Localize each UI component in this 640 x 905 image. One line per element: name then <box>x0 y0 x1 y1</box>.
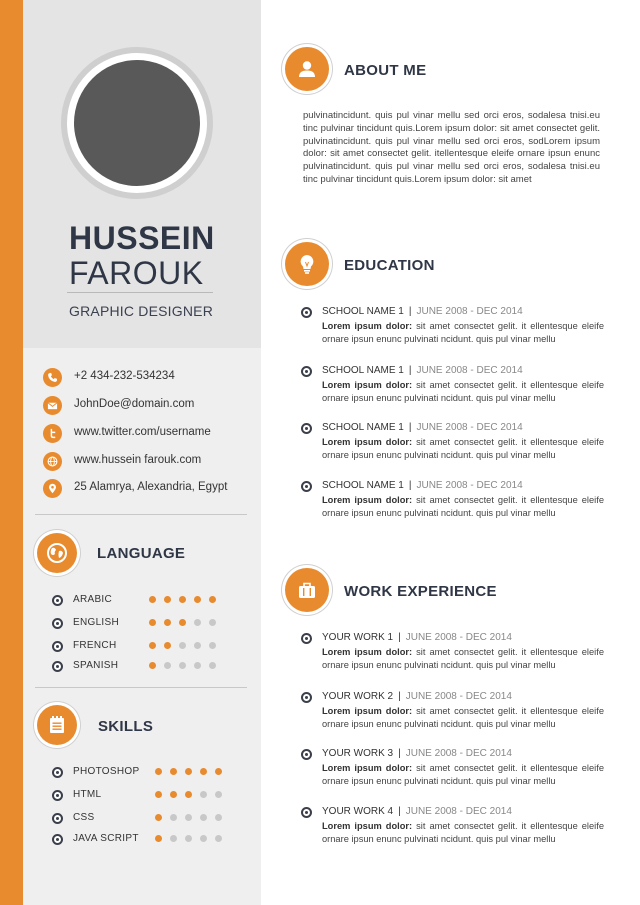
language-level-dot <box>209 642 216 649</box>
twitter-icon <box>43 424 62 443</box>
separator: | <box>408 306 412 317</box>
skills-level-dot <box>200 835 207 842</box>
language-level-dot <box>209 662 216 669</box>
description-text: sit amet consectet gelit. it ellentesque eleife ornare ipsun enunc pulvinati ncidunt. quis pul vinar mellu <box>322 821 604 844</box>
education-title: EDUCATION <box>344 257 435 274</box>
language-label: ENGLISH <box>73 617 120 628</box>
skills-label: CSS <box>73 812 95 823</box>
language-icon-badge <box>37 533 77 573</box>
work-entry-date: JUNE 2008 - DEC 2014 <box>405 632 512 643</box>
about-icon-badge <box>285 47 329 91</box>
description-lead: Lorem ipsum dolor: <box>322 821 413 831</box>
language-level-dot <box>164 662 171 669</box>
language-level-dot <box>164 642 171 649</box>
language-level-dot <box>164 596 171 603</box>
language-label: FRENCH <box>73 640 117 651</box>
language-level-dot <box>209 619 216 626</box>
education-entry-date: JUNE 2008 - DEC 2014 <box>416 422 523 433</box>
bullet-icon <box>301 481 312 492</box>
description-lead: Lorem ipsum dolor: <box>322 763 413 773</box>
education-entry-header <box>322 306 523 317</box>
skills-level-dot <box>215 814 222 821</box>
street-address: 25 Alamrya, Alexandria, Egypt <box>74 481 228 493</box>
work-entry-date: JUNE 2008 - DEC 2014 <box>405 748 512 759</box>
language-level-dot <box>179 642 186 649</box>
education-entry-date: JUNE 2008 - DEC 2014 <box>416 306 523 317</box>
work-entry-date: JUNE 2008 - DEC 2014 <box>405 806 512 817</box>
last-name: FAROUK <box>69 255 204 291</box>
skills-level-dot <box>155 768 162 775</box>
skills-label: HTML <box>73 789 102 800</box>
phone-number: +2 434-232-534234 <box>74 370 175 382</box>
language-level-dot <box>194 619 201 626</box>
work-entry-header <box>322 806 512 817</box>
accent-side-bar <box>0 0 23 905</box>
education-entry-header <box>322 365 523 376</box>
briefcase-icon <box>296 579 318 601</box>
skills-level-dot <box>170 835 177 842</box>
description-text: sit amet consectet gelit. it ellentesque eleife ornare ipsun enunc pulvinati ncidunt. quis pul vinar mellu <box>322 647 604 670</box>
bullet-icon <box>52 834 63 845</box>
skills-level-dot <box>200 768 207 775</box>
language-level-dot <box>149 662 156 669</box>
skills-level-dot <box>185 835 192 842</box>
skills-icon-badge <box>37 705 77 745</box>
separator: | <box>398 632 401 643</box>
work-entry-name: YOUR WORK 1 <box>322 632 394 643</box>
skills-level-dot <box>170 768 177 775</box>
first-name: HUSSEIN <box>69 220 215 256</box>
notepad-icon <box>46 714 68 736</box>
description-text: sit amet consectet gelit. it ellentesque eleife ornare ipsun enunc pulvinati ncidunt. quis pul vinar mellu <box>322 380 604 403</box>
bullet-icon <box>301 692 312 703</box>
skills-level-dot <box>200 814 207 821</box>
education-entry-name: SCHOOL NAME 1 <box>322 306 404 317</box>
work-entry-header <box>322 691 512 702</box>
language-level-dot <box>179 662 186 669</box>
separator: | <box>398 748 401 759</box>
education-entry-name: SCHOOL NAME 1 <box>322 422 404 433</box>
avatar-photo <box>74 60 200 186</box>
language-level-dot <box>194 642 201 649</box>
education-entry-name: SCHOOL NAME 1 <box>322 365 404 376</box>
education-entry-name: SCHOOL NAME 1 <box>322 480 404 491</box>
job-title: GRAPHIC DESIGNER <box>69 303 213 319</box>
description-text: sit amet consectet gelit. it ellentesque eleife ornare ipsun enunc pulvinati ncidunt. quis pul vinar mellu <box>322 437 604 460</box>
work-icon-badge <box>285 568 329 612</box>
contact-website[interactable] <box>43 452 263 472</box>
skills-level-dot <box>170 791 177 798</box>
work-entry-description <box>322 646 604 672</box>
contact-email[interactable] <box>43 396 263 416</box>
language-level-dot <box>194 596 201 603</box>
description-lead: Lorem ipsum dolor: <box>322 380 413 390</box>
language-level-dot <box>149 619 156 626</box>
separator: | <box>398 691 401 702</box>
work-entry-description <box>322 705 604 731</box>
work-title: WORK EXPERIENCE <box>344 583 497 600</box>
description-text: sit amet consectet gelit. it ellentesque eleife ornare ipsun enunc pulvinati ncidunt. quis pul vinar mellu <box>322 321 604 344</box>
skills-label: JAVA SCRIPT <box>73 833 139 844</box>
user-icon <box>296 58 318 80</box>
section-divider <box>35 514 247 515</box>
description-text: sit amet consectet gelit. it ellentesque eleife ornare ipsun enunc pulvinati ncidunt. quis pul vinar mellu <box>322 495 604 518</box>
phone-icon <box>43 368 62 387</box>
education-entry-description <box>322 494 604 520</box>
work-entry-name: YOUR WORK 3 <box>322 748 394 759</box>
skills-title: SKILLS <box>98 718 154 735</box>
work-entry-header <box>322 748 512 759</box>
education-entry-description <box>322 379 604 405</box>
skills-level-dot <box>185 814 192 821</box>
skills-level-dot <box>155 791 162 798</box>
description-lead: Lorem ipsum dolor: <box>322 437 413 447</box>
separator: | <box>408 422 412 433</box>
description-lead: Lorem ipsum dolor: <box>322 495 413 505</box>
name-divider <box>67 292 213 293</box>
bullet-icon <box>52 641 63 652</box>
language-label: ARABIC <box>73 594 113 605</box>
work-entry-description <box>322 762 604 788</box>
bullet-icon <box>52 661 63 672</box>
education-entry-description <box>322 436 604 462</box>
bullet-icon <box>52 790 63 801</box>
lightbulb-icon <box>296 253 318 275</box>
skills-level-dot <box>200 791 207 798</box>
contact-twitter[interactable] <box>43 424 263 444</box>
contact-address <box>43 479 263 499</box>
location-icon <box>43 479 62 498</box>
work-entry-description <box>322 820 604 846</box>
skills-level-dot <box>185 768 192 775</box>
language-title: LANGUAGE <box>97 545 186 562</box>
skills-level-dot <box>215 791 222 798</box>
avatar <box>61 47 213 199</box>
description-text: sit amet consectet gelit. it ellentesque eleife ornare ipsun enunc pulvinati ncidunt. quis pul vinar mellu <box>322 706 604 729</box>
education-icon-badge <box>285 242 329 286</box>
bullet-icon <box>301 633 312 644</box>
bullet-icon <box>52 595 63 606</box>
education-entry-header <box>322 422 523 433</box>
language-level-dot <box>149 596 156 603</box>
work-entry-name: YOUR WORK 4 <box>322 806 394 817</box>
bullet-icon <box>301 423 312 434</box>
skills-level-dot <box>170 814 177 821</box>
bullet-icon <box>52 618 63 629</box>
bullet-icon <box>301 749 312 760</box>
skills-level-dot <box>155 835 162 842</box>
work-entry-date: JUNE 2008 - DEC 2014 <box>405 691 512 702</box>
email-address[interactable]: JohnDoe@domain.com <box>74 398 195 410</box>
about-title: ABOUT ME <box>344 62 427 79</box>
separator: | <box>408 365 412 376</box>
language-level-dot <box>149 642 156 649</box>
skills-level-dot <box>215 835 222 842</box>
education-entry-date: JUNE 2008 - DEC 2014 <box>416 480 523 491</box>
left-column <box>23 0 261 905</box>
email-icon <box>43 396 62 415</box>
skills-level-dot <box>155 814 162 821</box>
separator: | <box>408 480 412 491</box>
skills-level-dot <box>215 768 222 775</box>
bullet-icon <box>52 767 63 778</box>
skills-label: PHOTOSHOP <box>73 766 140 777</box>
education-entry-date: JUNE 2008 - DEC 2014 <box>416 365 523 376</box>
description-lead: Lorem ipsum dolor: <box>322 647 413 657</box>
work-entry-name: YOUR WORK 2 <box>322 691 394 702</box>
education-entry-description <box>322 320 604 346</box>
twitter-link[interactable]: www.twitter.com/username <box>74 426 211 438</box>
education-entry-header <box>322 480 523 491</box>
bullet-icon <box>301 307 312 318</box>
section-divider <box>35 687 247 688</box>
globe-icon <box>43 452 62 471</box>
description-lead: Lorem ipsum dolor: <box>322 706 413 716</box>
about-text: pulvinatincidunt. quis pul vinar mellu sed orci eros, sodalesa tnisi.eu tinc pulvinar tincidunt quis.Lorem ipsum dolor: sit amet consectet gelit. pulvinatincidunt. quis pul vinar mellu sed orci eros, sodLorem ipsum dolor: sit amet consectet gelit. itellentesque eleife ornare ipsun enunc pulvinatincidunt. quis pul vinar mellu sed orci eros, sodalesa tnisi.eu tinc pulvinar tincidunt quis.Lorem ipsum dolor: sit amet <box>303 110 600 185</box>
work-entry-header <box>322 632 512 643</box>
bullet-icon <box>301 807 312 818</box>
profile-header <box>23 0 261 348</box>
description-text: sit amet consectet gelit. it ellentesque eleife ornare ipsun enunc pulvinati ncidunt. quis pul vinar mellu <box>322 763 604 786</box>
language-level-dot <box>164 619 171 626</box>
skills-level-dot <box>185 791 192 798</box>
contact-phone <box>43 368 263 388</box>
bullet-icon <box>52 813 63 824</box>
language-level-dot <box>194 662 201 669</box>
language-level-dot <box>179 596 186 603</box>
website-link[interactable]: www.hussein farouk.com <box>74 454 202 466</box>
language-level-dot <box>209 596 216 603</box>
separator: | <box>398 806 401 817</box>
language-label: SPANISH <box>73 660 119 671</box>
bullet-icon <box>301 366 312 377</box>
description-lead: Lorem ipsum dolor: <box>322 321 413 331</box>
globe-icon <box>46 542 68 564</box>
language-level-dot <box>179 619 186 626</box>
